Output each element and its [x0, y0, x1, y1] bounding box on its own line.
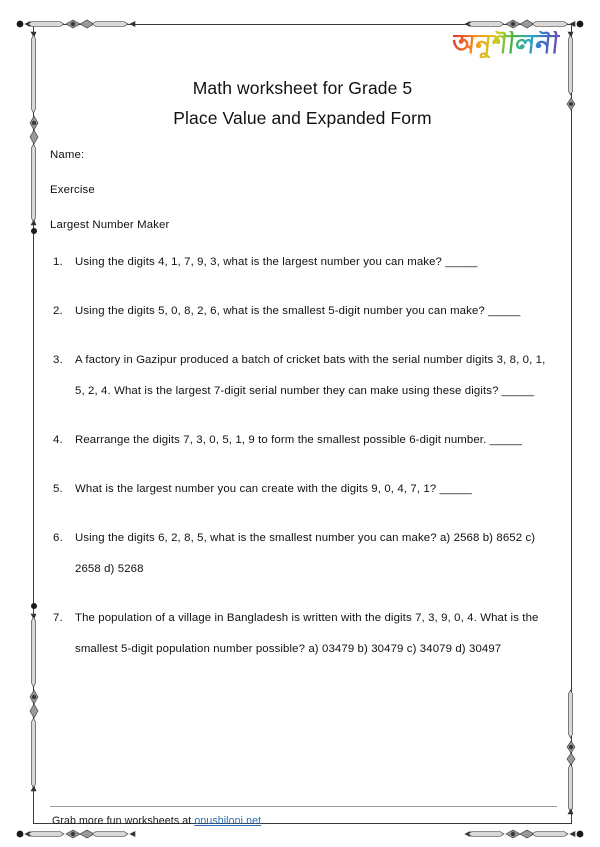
question-item: What is the largest number you can create with the digits 9, 0, 4, 7, 1? _____: [75, 483, 472, 496]
ornament-bottom-left: [14, 825, 144, 843]
footer: [52, 815, 559, 827]
page-title: [34, 73, 571, 133]
question-item: A factory in Gazipur produced a batch of cricket bats with the serial number digits 3, 8, 0, 1, 5, 2, 4. What is the largest 7-digit serial number they can make using these digits? _____: [75, 354, 546, 398]
frame-right-line: [571, 24, 572, 824]
question-item: Using the digits 5, 0, 8, 2, 6, what is the smallest 5-digit number you can make? _____: [75, 305, 521, 318]
name-field-label: Name:: [50, 149, 85, 161]
question-item: Using the digits 6, 2, 8, 5, what is the smallest number you can make? a) 2568 b) 8652 c) 2658 d) 5268: [75, 532, 536, 576]
ornament-bottom-right: [456, 825, 586, 843]
question-list: [50, 247, 558, 665]
worksheet-body: [50, 148, 558, 683]
footer-divider: [50, 806, 557, 807]
exercise-label: Exercise: [50, 183, 95, 196]
title-line-2: Place Value and Expanded Form: [173, 108, 432, 128]
worksheet-content: [34, 25, 571, 827]
question-item: Using the digits 4, 1, 7, 9, 3, what is the largest number you can make? _____: [75, 256, 478, 269]
onushiloni-link[interactable]: onushiloni.net: [194, 815, 262, 827]
onushiloni-logo: অনুশীলনী: [450, 29, 561, 60]
footer-text: Grab more fun worksheets at: [52, 815, 195, 827]
question-item: Rearrange the digits 7, 3, 0, 5, 1, 9 to form the smallest possible 6-digit number. _____: [75, 434, 522, 447]
question-item: The population of a village in Bangladesh is written with the digits 7, 3, 9, 0, 4. What is the smallest 5-digit population number possible? a) 03479 b) 30479 c) 34079 d) 30497: [75, 612, 539, 656]
title-line-1: Math worksheet for Grade 5: [192, 78, 413, 98]
section-heading: Largest Number Maker: [50, 218, 170, 231]
